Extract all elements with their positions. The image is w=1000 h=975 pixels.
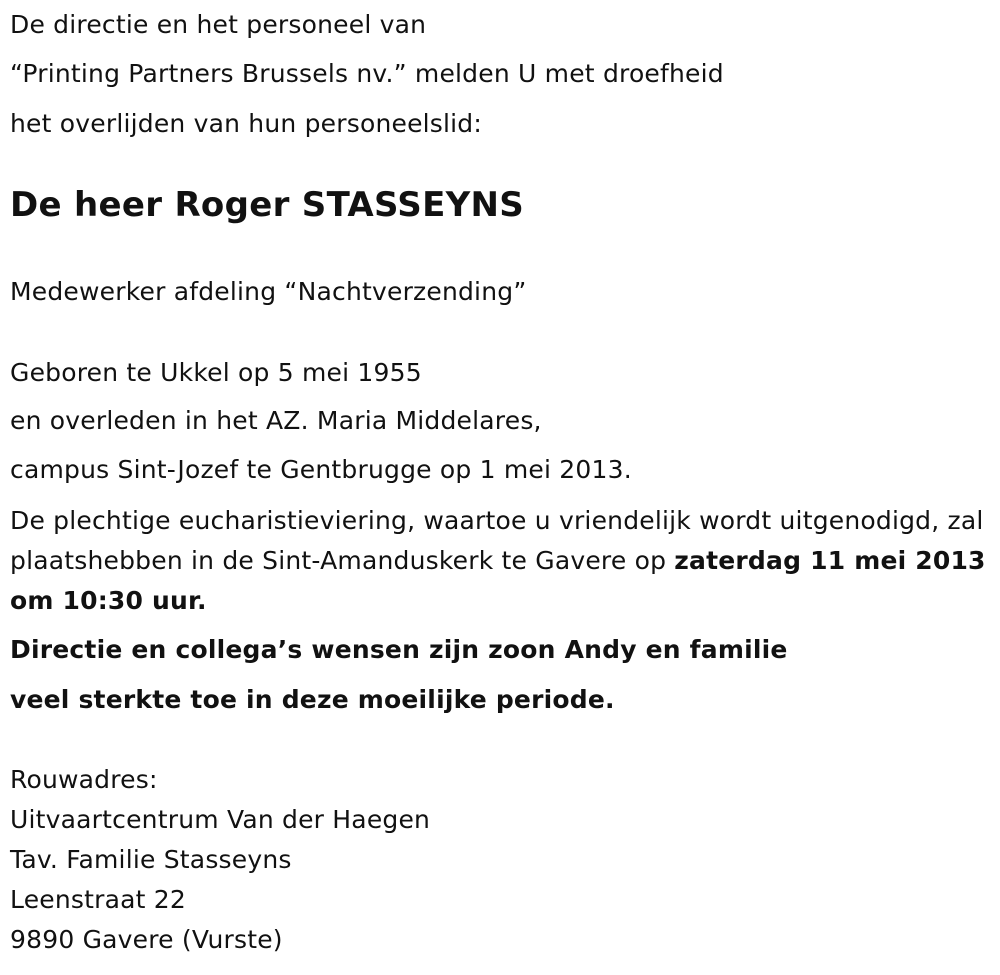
intro-line-3: het overlijden van hun personeelslid: xyxy=(10,109,482,138)
death-line-2: campus Sint-Jozef te Gentbrugge op 1 mei 2013. xyxy=(10,455,632,484)
ceremony-text: De plechtige eucharistieviering, waartoe u vriendelijk wordt uitgenodigd, zal plaatshebben in de Sint-Amanduskerk te Gavere op xyxy=(10,506,984,575)
ceremony-paragraph xyxy=(10,501,995,621)
address-label: Rouwadres: xyxy=(10,765,158,794)
address-line-2: Tav. Familie Stasseyns xyxy=(10,845,292,874)
birth-line: Geboren te Ukkel op 5 mei 1955 xyxy=(10,358,422,387)
intro-line-2: “Printing Partners Brussels nv.” melden U met droefheid xyxy=(10,59,724,88)
ceremony-date-time: zaterdag 11 mei 2013 om 10:30 uur. xyxy=(10,546,986,615)
condolence-line-2: veel sterkte toe in deze moeilijke periode. xyxy=(10,685,615,714)
death-line-1: en overleden in het AZ. Maria Middelares, xyxy=(10,406,542,435)
address-line-4: 9890 Gavere (Vurste) xyxy=(10,925,283,954)
address-line-1: Uitvaartcentrum Van der Haegen xyxy=(10,805,431,834)
deceased-name: De heer Roger STASSEYNS xyxy=(10,185,525,225)
condolence-line-1: Directie en collega’s wensen zijn zoon Andy en familie xyxy=(10,635,788,664)
intro-line-1: De directie en het personeel van xyxy=(10,10,427,39)
deceased-role: Medewerker afdeling “Nachtverzending” xyxy=(10,277,527,306)
address-line-3: Leenstraat 22 xyxy=(10,885,187,914)
